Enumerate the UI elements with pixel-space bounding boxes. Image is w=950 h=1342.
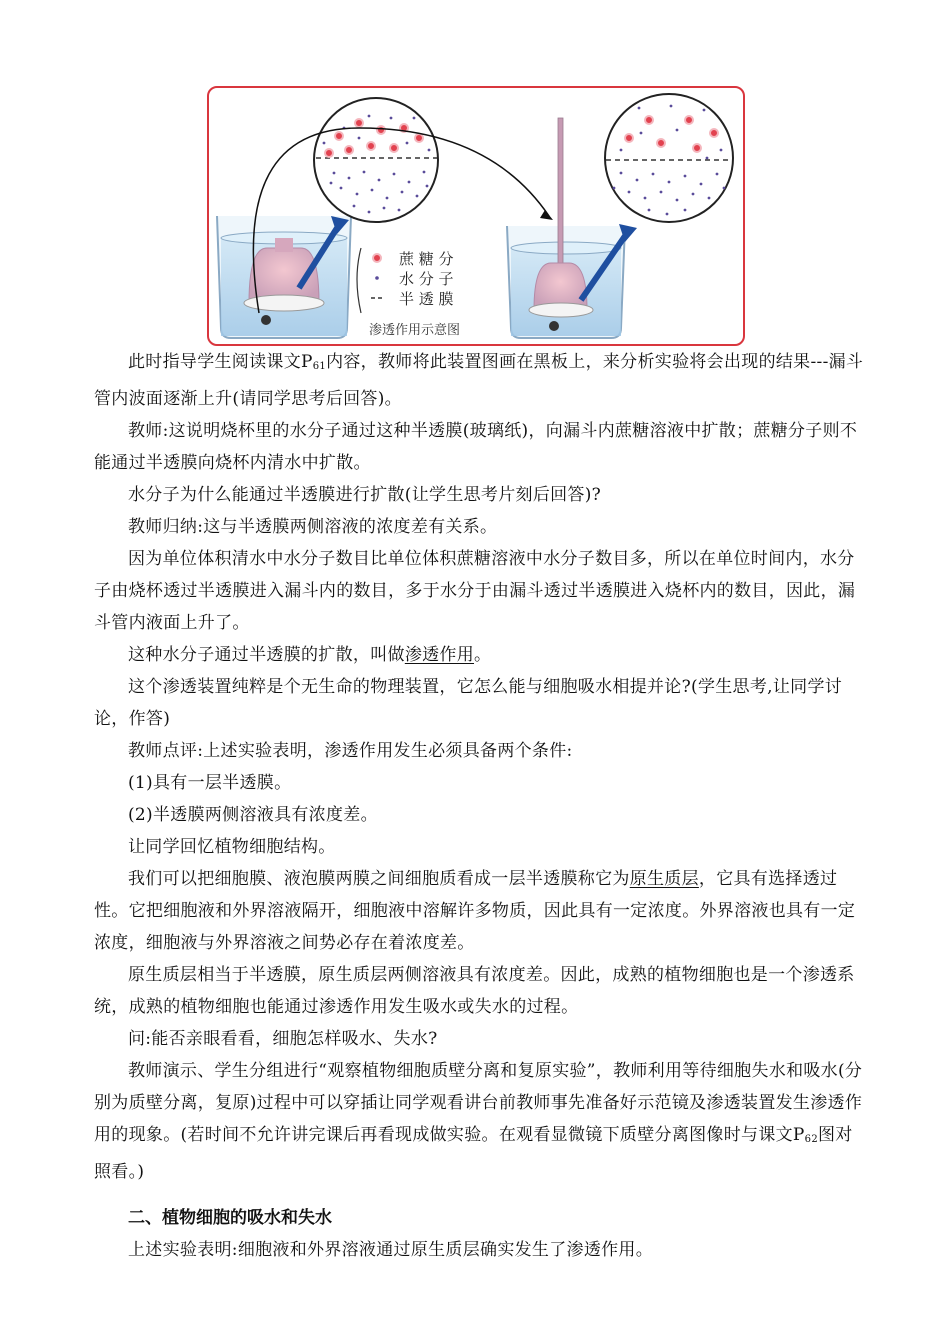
sucrose-legend-marker [373,254,381,262]
left-magnified-view [314,98,438,222]
osmosis-illustration [209,88,743,344]
p12-text-b: ，它具有选择透过性。它把细胞液和外界溶液隔开，细胞液中溶解许多物质，因此具有一定浓度。外界溶液也具有一定浓度，细胞液与外界溶液之间势必存在着浓度差。 [94,869,856,953]
p15-text-b: 图对照看。) [94,1125,853,1182]
paragraph-3: 水分子为什么能通过半透膜进行扩散(让学生思考片刻后回答)? [128,485,602,505]
paragraph-8: 教师点评:上述实验表明，渗透作用发生必须具备两个条件: [128,741,573,761]
right-magnified-view [605,94,733,222]
paragraph-11: 让同学回忆植物细胞结构。 [128,837,336,857]
term-osmosis: 渗透作用 [404,645,475,665]
term-protoplast-layer: 原生质层 [629,869,699,889]
paragraph-12 [94,863,864,959]
p12-text-a: 我们可以把细胞膜、液泡膜两膜之间细胞质看成一层半透膜称它为 [128,869,630,889]
p1-text-b: 内容，教师将此装置图画在黑板上，来分析实验将会出现的结果---漏斗管内波面逐渐上升(请同学思考后回答)。 [94,352,864,409]
figure-caption: 渗透作用示意图 [369,323,461,338]
paragraph-14: 问:能否亲眼看看，细胞怎样吸水、失水? [128,1029,438,1049]
condition-2: (2)半透膜两侧溶液具有浓度差。 [128,805,378,825]
paragraph-1 [94,346,864,415]
paragraph-6 [94,639,864,671]
paragraph-16: 上述实验表明:细胞液和外界溶液通过原生质层确实发生了渗透作用。 [128,1240,654,1260]
water-legend-marker [375,276,379,280]
p15-subscript: 62 [804,1134,818,1145]
paragraph-13: 原生质层相当于半透膜，原生质层两侧溶液具有浓度差。因此，成熟的植物细胞也是一个渗透系统，成熟的植物细胞也能通过渗透作用发生吸水或失水的过程。 [94,965,855,1017]
paragraph-7: 这个渗透装置纯粹是个无生命的物理装置，它怎么能与细胞吸水相提并论?(学生思考,让同学讨论，作答) [94,677,843,729]
document-body [94,346,864,1266]
legend-membrane: 半 透 膜 [399,290,454,308]
p6-text-b: 。 [474,645,492,665]
p6-text-a: 这种水分子通过半透膜的扩散，叫做 [128,645,405,665]
p1-text-a: 此时指导学生阅读课文P [128,352,313,372]
section-heading: 二、植物细胞的吸水和失水 [128,1208,332,1228]
legend-sucrose: 蔗 糖 分 [399,250,454,268]
p1-subscript: 61 [312,361,327,372]
paragraph-5: 因为单位体积清水中水分子数目比单位体积蔗糖溶液中水分子数目多，所以在单位时间内，水分子由烧杯透过半透膜进入漏斗内的数目，多于水分于由漏斗透过半透膜进入烧杯内的数目，因此，漏斗管内液面上升了。 [94,549,856,633]
legend-water: 水 分 子 [399,270,454,288]
paragraph-4: 教师归纳:这与半透膜两侧溶液的浓度差有关系。 [128,517,498,537]
p15-text-a: 教师演示、学生分组进行“观察植物细胞质壁分离和复原实验”，教师利用等待细胞失水和吸水(分别为质壁分离，复原)过程中可以穿插让同学观看讲台前教师事先准备好示范镜及渗透装置发生渗透作用的现象。(若时间不允许讲完课后再看现成做实验。在观看显微镜下质壁分离图像时与课文P [94,1061,863,1145]
legend [357,248,460,338]
paragraph-2: 教师:这说明烧杯里的水分子通过这种半透膜(玻璃纸)，向漏斗内蔗糖溶液中扩散；蔗糖分子则不能通过半透膜向烧杯内清水中扩散。 [94,421,858,473]
osmosis-diagram [207,86,745,346]
condition-1: (1)具有一层半透膜。 [128,773,292,793]
paragraph-15 [94,1055,864,1188]
